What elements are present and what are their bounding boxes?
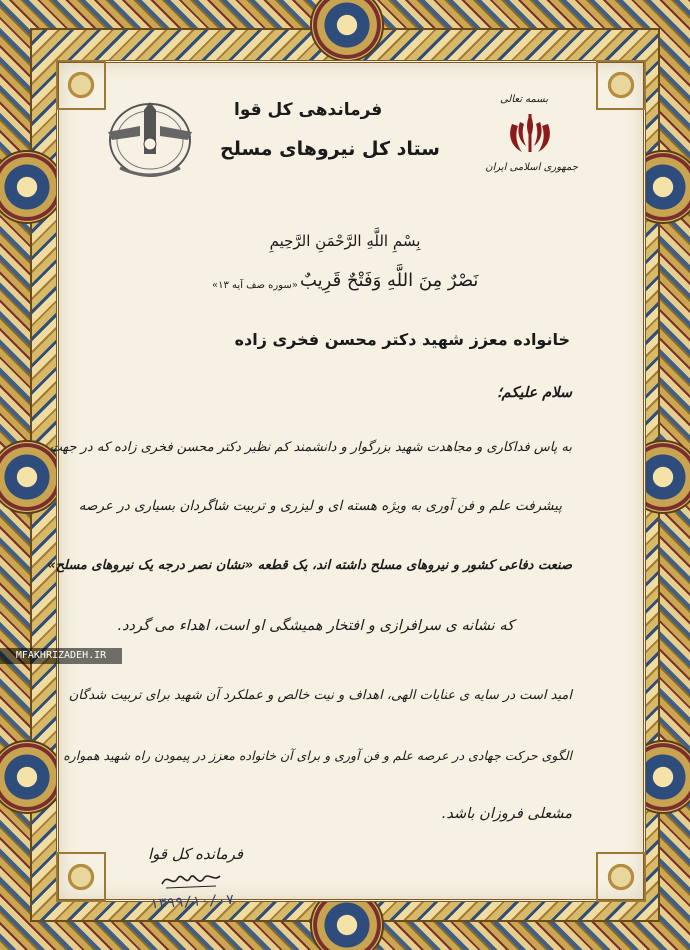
paragraph1-line1: به پاس فداکاری و مجاهدت شهید بزرگوار و دانشمند کم نظیر دکتر محسن فخری زاده که در جهت — [49, 440, 572, 455]
header-bismihi: بسمه تعالی — [499, 94, 548, 105]
paragraph2-line1: امید است در سایه ی عنایات الهی، اهداف و نیت خالص و عملکرد آن شهید برای تربیت شدگان — [68, 688, 572, 703]
paragraph1-line4: که نشانه ی سرافرازی و افتخار همیشگی او است، اهداء می گردد. — [117, 618, 514, 634]
corner-ornament — [596, 852, 646, 902]
watermark-label: MFAKHRIZADEH.IR — [0, 648, 122, 664]
paragraph1-line3: صنعت دفاعی کشور و نیروهای مسلح داشته اند، یک قطعه «نشان نصر درجه یک نیروهای مسلح» — [47, 558, 572, 573]
corner-ornament — [56, 60, 106, 110]
header-country: جمهوری اسلامی ایران — [485, 162, 578, 173]
signature-title: فرمانده کل قوا — [148, 845, 244, 863]
basmala: بِسْمِ اللَّهِ الرَّحْمَنِ الرَّحِيمِ — [269, 232, 421, 250]
header-commander-in-chief: فرماندهی کل قوا — [234, 100, 383, 120]
paragraph1-line2: پیشرفت علم و فن آوری به ویژه هسته ای و لیزری و تربیت شاگردان بسیاری در عرصه — [78, 498, 562, 514]
quran-verse: نَصْرٌ مِنَ اللَّهِ وَفَتْحٌ قَرِيبٌ — [300, 270, 479, 291]
greeting: سلام علیکم؛ — [497, 385, 572, 401]
corner-ornament — [596, 60, 646, 110]
recipient-line: خانواده معزز شهید دکتر محسن فخری زاده — [234, 330, 570, 349]
certificate-sheet — [56, 60, 646, 902]
signature-date: ۱۳۹۹/۱۰/۰۷ — [149, 891, 235, 913]
verse-reference: «سوره صف آیه ۱۳» — [212, 280, 298, 291]
armed-forces-emblem-icon — [100, 92, 200, 184]
paragraph2-line3: مشعلی فروزان باشد. — [441, 806, 572, 822]
header-general-staff: ستاد کل نیروهای مسلح — [220, 138, 440, 160]
paragraph2-line2: الگوی حرکت جهادی در عرصه علم و فن آوری و برای آن خانواده معزز در پیمودن راه شهید همواره — [63, 748, 572, 763]
corner-ornament — [56, 852, 106, 902]
handwritten-signature — [160, 868, 222, 892]
iran-emblem-icon — [502, 108, 558, 164]
